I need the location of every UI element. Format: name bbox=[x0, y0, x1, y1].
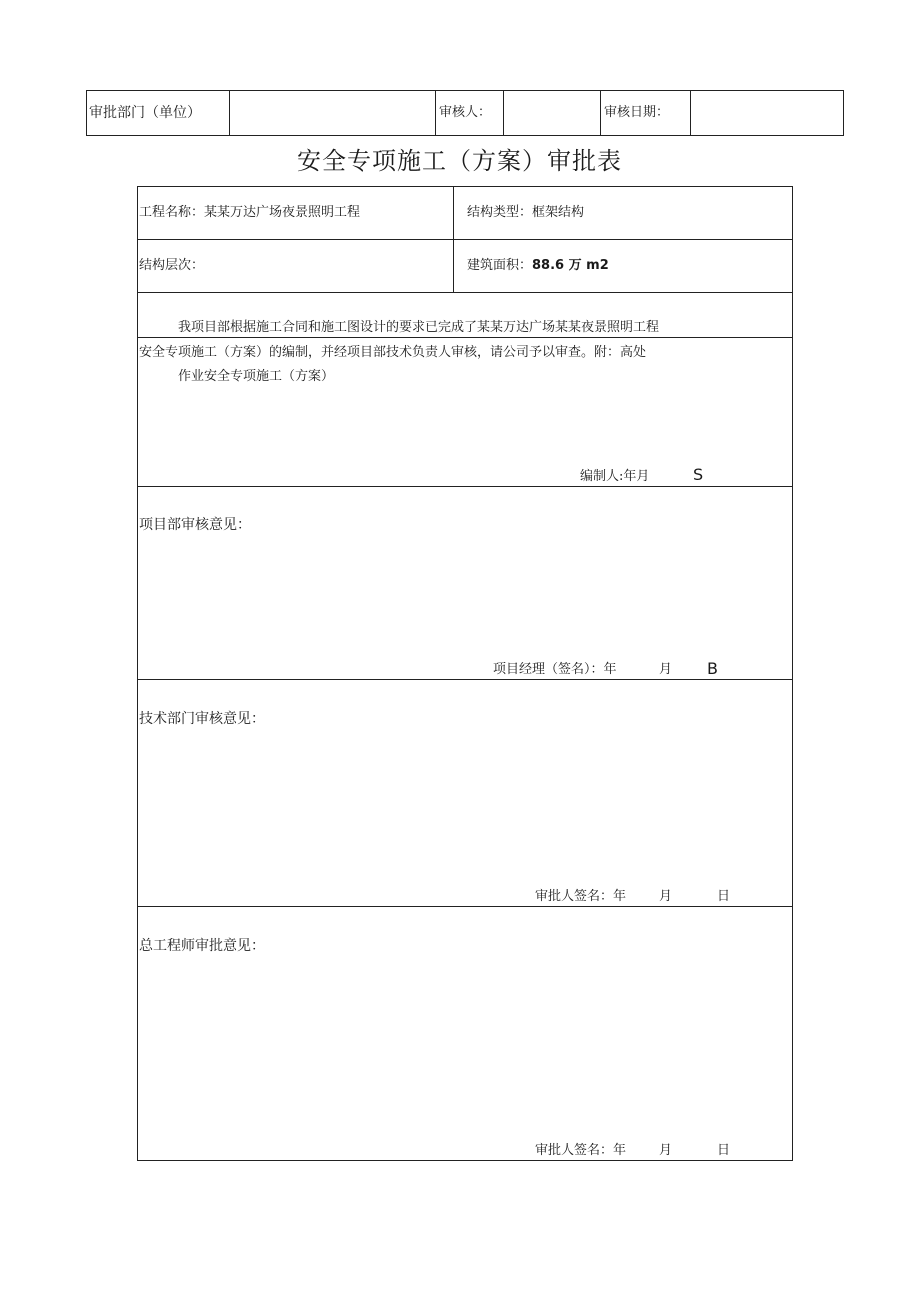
row-divider-3 bbox=[137, 337, 793, 338]
form-bottom-border bbox=[137, 1160, 793, 1161]
preparer-sign-mark: S bbox=[693, 465, 704, 484]
header-bottom-border bbox=[86, 135, 844, 136]
header-divider-4 bbox=[600, 90, 601, 135]
row-divider-6 bbox=[137, 906, 793, 907]
page-title: 安全专项施工（方案）审批表 bbox=[297, 147, 622, 175]
header-divider-2 bbox=[435, 90, 436, 135]
row-divider-2 bbox=[137, 292, 793, 293]
tech-approver-sign-label: 审批人签名：年 bbox=[535, 889, 627, 904]
form-top-border bbox=[137, 186, 793, 187]
header-divider-1 bbox=[229, 90, 230, 135]
tech-approver-sign-day: 日 bbox=[717, 889, 731, 904]
header-divider-5 bbox=[690, 90, 691, 135]
reviewer-label: 审核人： bbox=[439, 105, 492, 120]
row-divider-5 bbox=[137, 679, 793, 680]
project-dept-opinion-label: 项目部审核意见： bbox=[139, 517, 251, 533]
chief-engineer-opinion-label: 总工程师审批意见： bbox=[139, 938, 265, 954]
row-divider-1 bbox=[137, 239, 793, 240]
tech-approver-sign-month: 月 bbox=[659, 889, 673, 904]
header-top-border bbox=[86, 90, 844, 91]
dept-label: 审批部门（单位） bbox=[89, 105, 201, 121]
project-name: 工程名称：某某万达广场夜景照明工程 bbox=[139, 205, 361, 220]
chief-approver-sign-label: 审批人签名：年 bbox=[535, 1143, 627, 1158]
structure-type: 结构类型：框架结构 bbox=[467, 205, 585, 220]
application-line-2: 安全专项施工（方案）的编制，并经项目部技术负责人审核，请公司予以审查。附：高处 bbox=[139, 345, 647, 360]
preparer-sign-label: 编制人:年月 bbox=[580, 469, 650, 484]
chief-approver-sign-month: 月 bbox=[659, 1143, 673, 1158]
project-manager-sign-month: 月 bbox=[659, 662, 673, 677]
row-divider-4 bbox=[137, 486, 793, 487]
info-column-divider bbox=[453, 186, 454, 292]
building-area-label: 建筑面积： bbox=[467, 258, 533, 273]
header-left-border bbox=[86, 90, 87, 135]
building-area bbox=[467, 258, 609, 274]
project-manager-sign-mark: B bbox=[707, 659, 718, 678]
application-line-3: 作业安全专项施工（方案） bbox=[178, 369, 335, 384]
structure-floors: 结构层次： bbox=[139, 258, 205, 273]
chief-approver-sign-day: 日 bbox=[717, 1143, 731, 1158]
header-right-border bbox=[843, 90, 844, 135]
project-manager-sign-label: 项目经理（签名）：年 bbox=[493, 662, 617, 677]
application-line-1: 我项目部根据施工合同和施工图设计的要求已完成了某某万达广场某某夜景照明工程 bbox=[178, 320, 660, 335]
form-left-border bbox=[137, 186, 138, 1160]
form-right-border bbox=[792, 186, 793, 1160]
tech-dept-opinion-label: 技术部门审核意见： bbox=[139, 711, 265, 727]
review-date-label: 审核日期： bbox=[604, 105, 670, 120]
header-divider-3 bbox=[503, 90, 504, 135]
building-area-value: 88.6 万 m2 bbox=[532, 258, 609, 273]
